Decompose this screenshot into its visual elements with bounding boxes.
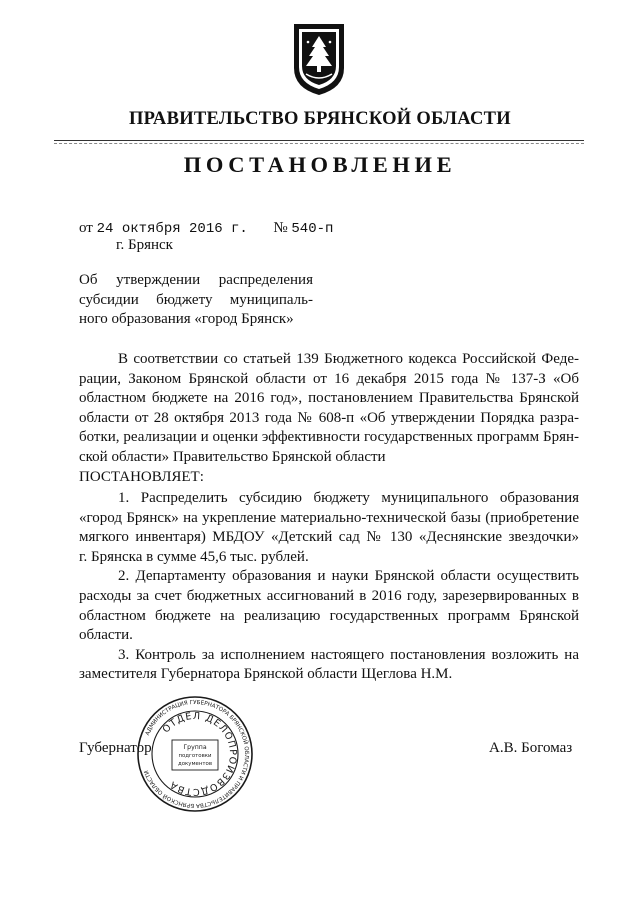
preamble-line: В соответствии со статьей 139 Бюджетного кодекса Российской Феде- bbox=[118, 351, 579, 367]
item-line: областном бюджете на реализацию государственных программ Брянской bbox=[79, 607, 579, 624]
government-name: ПРАВИТЕЛЬСТВО БРЯНСКОЙ ОБЛАСТИ bbox=[128, 109, 511, 129]
item-line: 3. Контроль за исполнением настоящего постановления возложить на bbox=[118, 646, 579, 663]
date-number-line bbox=[79, 220, 333, 237]
coat-of-arms-icon bbox=[290, 20, 348, 98]
document-date: 24 октября 2016 г. bbox=[96, 221, 248, 237]
preamble-line: ской области» Правительство Брянской области bbox=[79, 448, 386, 465]
item-line: 1. Распределить субсидию бюджету муниципального образования bbox=[118, 490, 579, 506]
stamp-ring-text: ОТДЕЛ ДЕЛОПРОИЗВОДСТВА bbox=[160, 710, 239, 798]
decree-word: ПОСТАНОВЛЯЕТ: bbox=[79, 468, 204, 485]
subject-line: субсидии бюджету муниципаль- bbox=[79, 291, 313, 308]
number-prefix: № bbox=[273, 220, 288, 236]
office-stamp bbox=[136, 695, 254, 813]
document-type: ПОСТАНОВЛЕНИЕ bbox=[183, 152, 457, 177]
decree-items bbox=[79, 489, 579, 685]
item-line: заместителя Губернатора Брянской области Щеглова Н.М. bbox=[79, 666, 453, 683]
header-rule bbox=[54, 140, 584, 141]
preamble-line: рации, Законом Брянской области от 16 декабря 2015 года № 137-З «Об bbox=[79, 370, 579, 387]
signature-position: Губернатор bbox=[79, 740, 152, 756]
preamble-line: областном бюджете на 2016 год», постановлением Правительства Брянской bbox=[79, 390, 579, 407]
item-line: г. Брянска в сумме 45,6 тыс. рублей. bbox=[79, 548, 309, 565]
item-line: мягкого инвентаря) МБДОУ «Детский сад № 130 «Деснянские звездочки» bbox=[79, 529, 579, 546]
item-line: 2. Департаменту образования и науки Брянской области осуществить bbox=[118, 568, 579, 585]
stamp-center-line: документов bbox=[178, 761, 212, 767]
stamp-center-line: подготовки bbox=[178, 753, 212, 759]
stamp-center-line: Группа bbox=[183, 744, 207, 751]
document-subject bbox=[79, 271, 313, 330]
preamble-line: области от 28 октября 2013 года № 608-п «Об утверждении Порядка разра- bbox=[79, 409, 579, 426]
date-prefix: от bbox=[79, 220, 93, 236]
subject-line: Об утверждении распределения bbox=[79, 272, 313, 288]
document-number: 540-п bbox=[291, 221, 334, 237]
signature-name: А.В. Богомаз bbox=[489, 740, 573, 756]
document-city: г. Брянск bbox=[116, 237, 173, 253]
item-line: расходы за счет бюджетных ассигнований в 2016 году, зарезервированных в bbox=[79, 587, 579, 604]
preamble-line: ботки, реализации и оценки эффективности государственных программ Брян- bbox=[79, 429, 579, 446]
item-line: «город Брянск» на укрепление материально-технической базы (приобретение bbox=[79, 509, 579, 526]
item-line: области. bbox=[79, 627, 133, 644]
subject-line: ного образования «город Брянск» bbox=[79, 311, 294, 327]
stamp-outer-text: АДМИНИСТРАЦИЯ ГУБЕРНАТОРА БРЯНСКОЙ ОБЛАСТИ И ПРАВИТЕЛЬСТВА БРЯНСКОЙ ОБЛАСТИ bbox=[143, 699, 250, 809]
header-rule-dashed bbox=[54, 143, 584, 144]
preamble bbox=[79, 350, 579, 487]
